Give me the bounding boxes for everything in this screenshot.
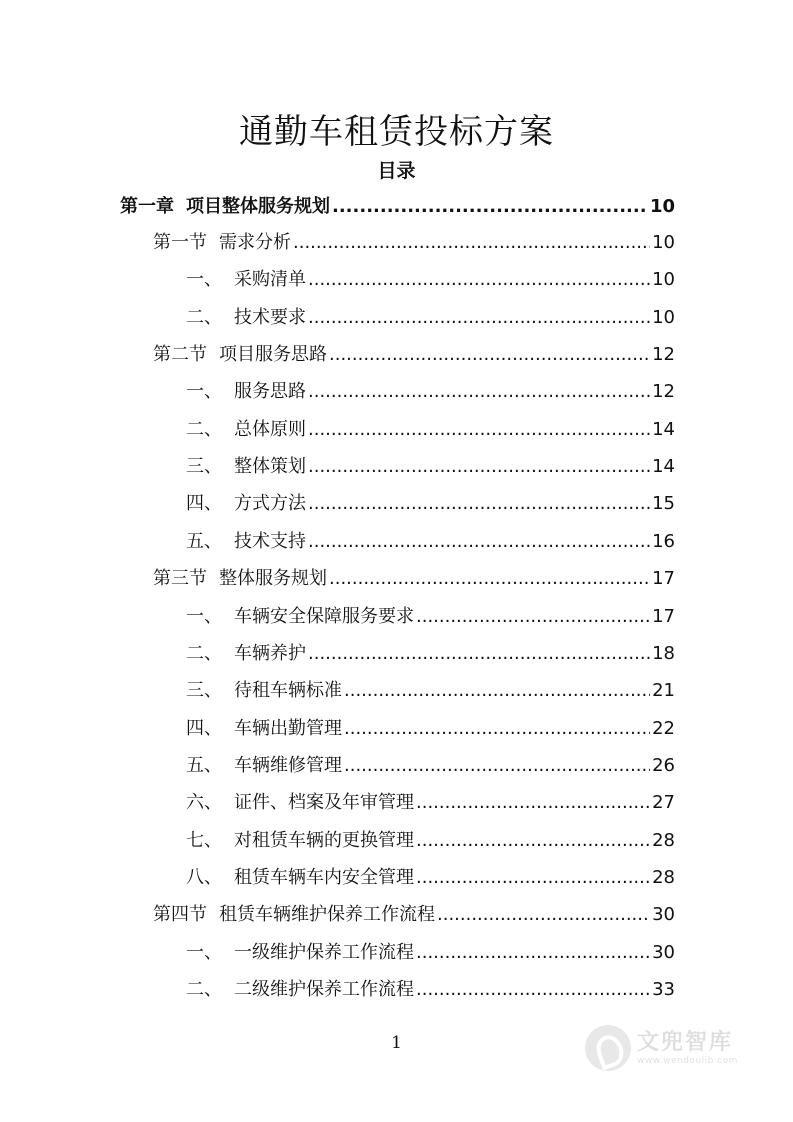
toc-entry-text: 整体策划 <box>234 456 306 477</box>
toc-entry-text: 租赁车辆车内安全管理 <box>234 867 414 888</box>
toc-entry-number: 四、 <box>186 493 222 514</box>
toc-entry-section-3[interactable] <box>153 560 675 597</box>
toc-entry-text: 项目整体服务规划 <box>186 196 330 217</box>
toc-entry-page: 22 <box>652 718 675 739</box>
toc-entry-number: 第三节 <box>153 568 207 589</box>
toc-entry-text: 整体服务规划 <box>219 568 327 589</box>
toc-entry-item[interactable] <box>186 411 675 448</box>
toc-entry-page: 17 <box>652 606 675 627</box>
toc-entry-label <box>186 448 306 485</box>
toc-entry-page: 14 <box>652 456 675 477</box>
toc-entry-section-1[interactable] <box>153 224 675 261</box>
toc-entry-number: 三、 <box>186 680 222 701</box>
toc-entry-item[interactable] <box>186 672 675 709</box>
toc-entry-label <box>186 598 414 635</box>
toc-entry-number: 一、 <box>186 942 222 963</box>
toc-entry-number: 一、 <box>186 269 222 290</box>
watermark-name: 文兜智库 <box>637 1030 734 1055</box>
toc-entry-item[interactable] <box>186 373 675 410</box>
page-number: 1 <box>391 1033 402 1053</box>
toc-entry-item[interactable] <box>186 934 675 971</box>
toc-entry-number: 第四节 <box>153 904 207 925</box>
toc-entry-page: 14 <box>652 419 675 440</box>
toc-entry-page: 18 <box>652 643 675 664</box>
toc-leader-dots <box>437 896 650 933</box>
toc-entry-section-4[interactable] <box>153 896 675 933</box>
toc-entry-number: 第一节 <box>153 232 207 253</box>
toc-entry-text: 车辆出勤管理 <box>234 718 342 739</box>
toc-entry-label <box>186 485 306 522</box>
toc-heading: 目录 <box>377 160 416 182</box>
toc-entry-text: 项目服务思路 <box>219 344 327 365</box>
toc-entry-item[interactable] <box>186 299 675 336</box>
toc-entry-text: 证件、档案及年审管理 <box>234 792 414 813</box>
toc-entry-page: 30 <box>652 942 675 963</box>
toc-entry-page: 27 <box>652 792 675 813</box>
toc-entry-item[interactable] <box>186 822 675 859</box>
toc-entry-label <box>186 411 306 448</box>
toc-leader-dots <box>308 448 650 485</box>
toc-entry-text: 总体原则 <box>234 419 306 440</box>
document-title: 通勤车租赁投标方案 <box>239 112 554 152</box>
toc-entry-text: 租赁车辆维护保养工作流程 <box>219 904 435 925</box>
toc-entry-label <box>153 336 327 373</box>
toc-entry-item[interactable] <box>186 747 675 784</box>
toc-entry-page: 15 <box>652 493 675 514</box>
toc-entry-page: 30 <box>652 904 675 925</box>
toc-entry-label <box>186 784 414 821</box>
toc-entry-item[interactable] <box>186 784 675 821</box>
toc-entry-label <box>186 859 414 896</box>
toc-entry-number: 三、 <box>186 456 222 477</box>
toc-entry-section-2[interactable] <box>153 336 675 373</box>
toc-entry-number: 七、 <box>186 830 222 851</box>
watermark <box>585 1020 755 1076</box>
toc-leader-dots <box>308 635 650 672</box>
toc-entry-item[interactable] <box>186 485 675 522</box>
toc-leader-dots <box>308 299 650 336</box>
toc-entry-text: 技术要求 <box>234 307 306 328</box>
toc-entry-number: 第一章 <box>120 196 174 217</box>
toc-leader-dots <box>332 188 648 225</box>
toc-entry-number: 一、 <box>186 606 222 627</box>
toc-entry-item[interactable] <box>186 523 675 560</box>
toc-leader-dots <box>416 822 650 859</box>
toc-entry-page: 10 <box>652 269 675 290</box>
watermark-url: www.wendoulib.com <box>637 1056 738 1066</box>
toc-entry-label <box>153 560 327 597</box>
toc-entry-label <box>120 188 330 225</box>
toc-entry-label <box>153 896 435 933</box>
toc-entry-item[interactable] <box>186 635 675 672</box>
toc-entry-page: 28 <box>652 830 675 851</box>
toc-leader-dots <box>344 710 650 747</box>
toc-entry-text: 一级维护保养工作流程 <box>234 942 414 963</box>
toc-entry-text: 待租车辆标准 <box>234 680 342 701</box>
toc-entry-text: 车辆养护 <box>234 643 306 664</box>
toc-entry-text: 方式方法 <box>234 493 306 514</box>
toc-leader-dots <box>416 598 650 635</box>
toc-entry-text: 需求分析 <box>219 232 291 253</box>
toc-entry-text: 车辆安全保障服务要求 <box>234 606 414 627</box>
toc-entry-number: 二、 <box>186 419 222 440</box>
toc-entry-text: 对租赁车辆的更换管理 <box>234 830 414 851</box>
toc-entry-item[interactable] <box>186 971 675 1008</box>
toc-entry-label <box>186 523 306 560</box>
toc-entry-number: 一、 <box>186 381 222 402</box>
toc-entry-number: 二、 <box>186 979 222 1000</box>
toc-entry-item[interactable] <box>186 710 675 747</box>
toc-entry-page: 12 <box>652 381 675 402</box>
toc-entry-label <box>186 822 414 859</box>
toc-entry-chapter-1[interactable] <box>120 188 675 225</box>
toc-entry-label <box>186 971 414 1008</box>
toc-entry-page: 17 <box>652 568 675 589</box>
toc-entry-page: 10 <box>652 232 675 253</box>
toc-entry-number: 四、 <box>186 718 222 739</box>
toc-entry-label <box>186 299 306 336</box>
toc-entry-text: 服务思路 <box>234 381 306 402</box>
toc-entry-label <box>186 747 342 784</box>
toc-entry-page: 28 <box>652 867 675 888</box>
toc-entry-label <box>186 672 342 709</box>
toc-entry-text: 采购清单 <box>234 269 306 290</box>
toc-entry-text: 二级维护保养工作流程 <box>234 979 414 1000</box>
toc-entry-text: 车辆维修管理 <box>234 755 342 776</box>
toc-entry-number: 六、 <box>186 792 222 813</box>
toc-entry-page: 10 <box>649 196 675 217</box>
toc-leader-dots <box>308 261 650 298</box>
toc-entry-number: 八、 <box>186 867 222 888</box>
toc-entry-item[interactable] <box>186 598 675 635</box>
toc-entry-number: 第二节 <box>153 344 207 365</box>
toc-entry-item[interactable] <box>186 261 675 298</box>
toc-entry-number: 五、 <box>186 531 222 552</box>
toc-entry-page: 12 <box>652 344 675 365</box>
toc-leader-dots <box>416 784 650 821</box>
toc-entry-page: 21 <box>652 680 675 701</box>
toc-leader-dots <box>308 523 650 560</box>
toc-entry-label <box>186 934 414 971</box>
toc-entry-item[interactable] <box>186 859 675 896</box>
toc-leader-dots <box>329 560 650 597</box>
toc-entry-item[interactable] <box>186 448 675 485</box>
toc-leader-dots <box>344 747 650 784</box>
toc-entry-label <box>186 373 306 410</box>
toc-entry-page: 10 <box>652 307 675 328</box>
toc-entry-number: 二、 <box>186 307 222 328</box>
toc-leader-dots <box>308 411 650 448</box>
toc-entry-text: 技术支持 <box>234 531 306 552</box>
toc-leader-dots <box>308 485 650 522</box>
wendou-logo-icon <box>585 1025 631 1071</box>
toc-entry-label <box>153 224 291 261</box>
toc-leader-dots <box>329 336 650 373</box>
toc-entry-page: 16 <box>652 531 675 552</box>
toc-leader-dots <box>293 224 650 261</box>
toc-leader-dots <box>344 672 650 709</box>
watermark-text <box>637 1030 738 1066</box>
toc-leader-dots <box>416 859 650 896</box>
toc-leader-dots <box>308 373 650 410</box>
toc-entry-page: 33 <box>652 979 675 1000</box>
toc-entry-page: 26 <box>652 755 675 776</box>
toc-entry-number: 二、 <box>186 643 222 664</box>
toc-leader-dots <box>416 934 650 971</box>
toc-entry-number: 五、 <box>186 755 222 776</box>
toc-entry-label <box>186 261 306 298</box>
toc-entry-label <box>186 710 342 747</box>
toc-leader-dots <box>416 971 650 1008</box>
toc-entry-label <box>186 635 306 672</box>
